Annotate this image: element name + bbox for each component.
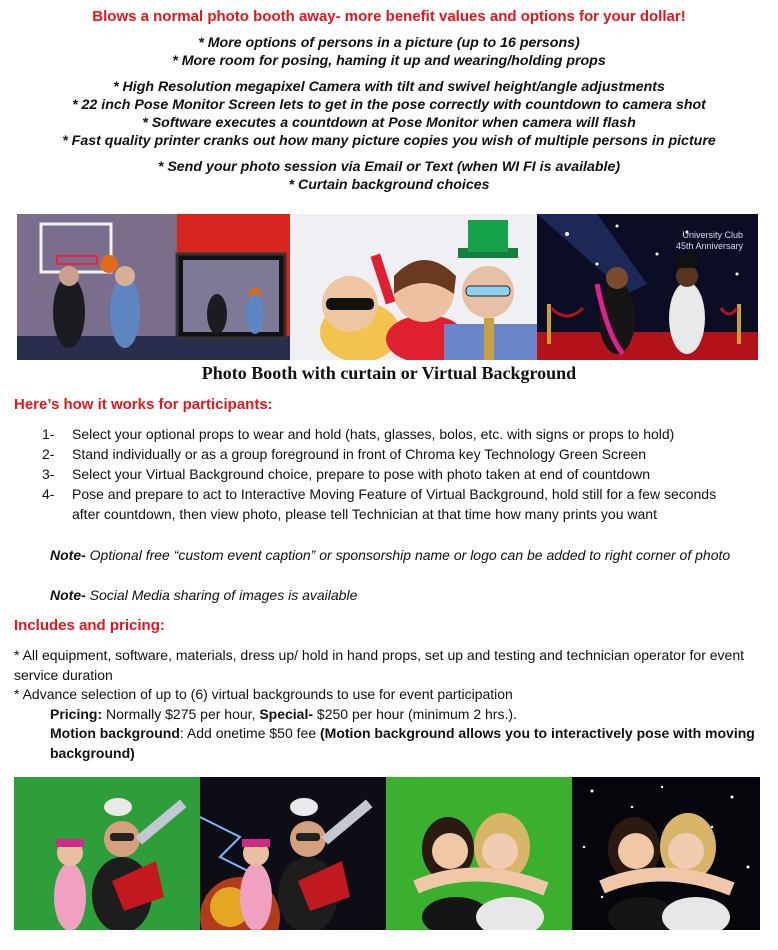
party-booth-photo bbox=[290, 214, 537, 360]
feature-line: * 22 inch Pose Monitor Screen lets to get in the pose correctly with countdown to camera shot bbox=[72, 97, 706, 113]
feature-line: * Fast quality printer cranks out how many picture copies you wish of multiple persons in picture bbox=[62, 133, 716, 149]
basketball-booth-photo bbox=[17, 214, 290, 360]
step-number: 3- bbox=[42, 466, 55, 482]
feature-group-2 bbox=[0, 78, 778, 150]
how-it-works-title: Here’s how it works for participants: bbox=[14, 396, 273, 413]
list-item bbox=[42, 424, 762, 444]
step-number: 1- bbox=[42, 426, 55, 442]
motion-line bbox=[14, 724, 764, 763]
feature-line: * More room for posing, haming it up and wearing/holding props bbox=[172, 53, 606, 69]
step-text: Select your Virtual Background choice, prepare to pose with photo taken at end of countdown bbox=[72, 466, 650, 482]
feature-group-3 bbox=[0, 158, 778, 194]
photo-caption: Photo Booth with curtain or Virtual Background bbox=[201, 363, 577, 383]
bottom-photo-strip bbox=[14, 777, 760, 930]
pricing-line bbox=[14, 705, 764, 725]
steps-list bbox=[42, 424, 762, 524]
includes-item: * All equipment, software, materials, dress up/ hold in hand props, set up and testing and technician operator for event service duration bbox=[14, 647, 744, 683]
feature-line: * Send your photo session via Email or Text (when WI FI is available) bbox=[157, 159, 621, 175]
step-text: Stand individually or as a group foreground in front of Chroma key Technology Green Screen bbox=[72, 446, 647, 462]
photo-overlay-text: University Club bbox=[682, 230, 743, 240]
feature-line: * More options of persons in a picture (up to 16 persons) bbox=[198, 35, 580, 51]
feature-group-1 bbox=[0, 34, 778, 70]
step-number: 4- bbox=[42, 486, 55, 502]
starfield-pose-photo bbox=[572, 777, 760, 930]
list-item bbox=[42, 444, 762, 464]
feature-line: * Software executes a countdown at Pose Monitor when camera will flash bbox=[142, 115, 636, 131]
green-screen-pose-photo bbox=[386, 777, 572, 930]
top-photo-strip bbox=[17, 214, 758, 360]
photo-overlay-text: 45th Anniversary bbox=[675, 241, 743, 251]
motion-fee: : Add onetime $50 fee bbox=[179, 725, 320, 741]
step-number: 2- bbox=[42, 446, 55, 462]
motion-label: Motion background bbox=[50, 725, 180, 741]
special-label: Special- bbox=[255, 705, 314, 722]
special-price: $250 per hour (minimum 2 hrs.). bbox=[313, 705, 517, 722]
includes-list bbox=[14, 646, 764, 763]
step-text: Select your optional props to wear and hold (hats, glasses, bolos, etc. with signs or props to hold) bbox=[72, 426, 675, 442]
red-carpet-booth-photo bbox=[537, 214, 758, 360]
note-label: Note- bbox=[50, 547, 86, 563]
note-label: Note- bbox=[50, 587, 86, 603]
feature-list bbox=[0, 34, 778, 202]
motion-description: (Motion background allows you to interactively pose with moving background) bbox=[50, 725, 755, 761]
list-item bbox=[42, 464, 762, 484]
feature-line: * High Resolution megapixel Camera with tilt and swivel height/angle adjustments bbox=[113, 79, 665, 95]
list-item bbox=[42, 484, 762, 524]
headline: Blows a normal photo booth away- more benefit values and options for your dollar! bbox=[92, 8, 686, 25]
note-text: Optional free “custom event caption” or sponsorship name or logo can be added to right corner of photo bbox=[85, 547, 731, 563]
step-text: Pose and prepare to act to Interactive Moving Feature of Virtual Background, hold still for a few seconds after countdown, then view photo, please tell Technician at that time how many prints you want bbox=[72, 486, 717, 522]
pricing-normal: Normally $275 per hour, bbox=[102, 705, 256, 722]
note-text: Social Media sharing of images is available bbox=[85, 587, 358, 603]
includes-title: Includes and pricing: bbox=[14, 617, 165, 634]
includes-item: * Advance selection of up to (6) virtual backgrounds to use for event participation bbox=[14, 686, 513, 702]
note-caption bbox=[50, 545, 740, 565]
virtual-background-guitar-photo bbox=[200, 777, 386, 930]
green-screen-guitar-photo bbox=[14, 777, 200, 930]
note-social bbox=[50, 585, 740, 605]
feature-line: * Curtain background choices bbox=[288, 177, 490, 193]
pricing-label: Pricing: bbox=[50, 705, 103, 722]
